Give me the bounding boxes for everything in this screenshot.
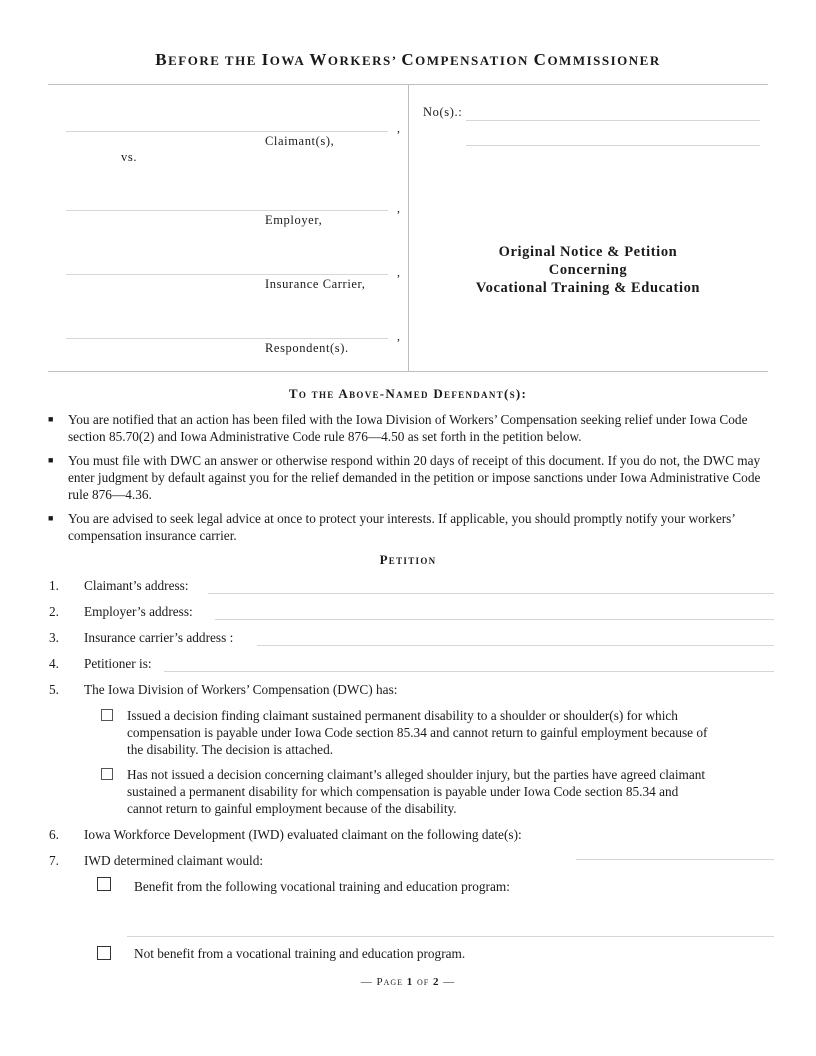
notice-bullet: ■ You are advised to seek legal advice at once to protect your interests. If applicable, you should promptly notify your workers’ compensation insurance carrier.	[48, 511, 735, 543]
iwd-evaluation-label: Iowa Workforce Development (IWD) evaluated claimant on the following date(s):	[84, 827, 522, 842]
case-number-line-1[interactable]	[466, 120, 760, 121]
carrier-address-line[interactable]	[257, 645, 774, 646]
not-benefit-checkbox[interactable]	[97, 946, 111, 960]
dwc-option-text: Issued a decision finding claimant sustained permanent disability to a shoulder or shoulder(s) for which compensation is payable under Iowa Code section 85.34 and cannot return to gainful employment because of the disability. The decision is attached.	[127, 708, 708, 757]
page-footer: — Page 1 of 2 —	[360, 976, 456, 988]
comma: ,	[397, 121, 400, 135]
bullet-icon: ■	[48, 455, 54, 465]
item-number: 5.	[49, 682, 59, 697]
notice-bullet: ■ You are notified that an action has been filed with the Iowa Division of Workers’ Compensation seeking relief under Iowa Code section 85.70(2) and Iowa Administrative Code rule 876—4.50 as set forth in the petition below.	[48, 412, 748, 444]
iwd-date-line[interactable]	[576, 859, 774, 860]
caption-bottom-rule	[48, 371, 768, 372]
item-number: 4.	[49, 656, 59, 671]
dwc-no-decision-checkbox[interactable]	[101, 768, 113, 780]
benefit-checkbox[interactable]	[97, 877, 111, 891]
program-line[interactable]	[127, 936, 774, 937]
item-number: 6.	[49, 827, 59, 842]
respondent-name-line[interactable]	[66, 338, 388, 339]
claimant-address-line[interactable]	[208, 593, 774, 594]
item-number: 7.	[49, 853, 59, 868]
petition-heading: Petition	[379, 552, 437, 567]
claimant-label: Claimant(s),	[265, 134, 335, 148]
employer-name-line[interactable]	[66, 210, 388, 211]
dwc-decision-checkbox[interactable]	[101, 709, 113, 721]
bullet-icon: ■	[48, 513, 54, 523]
dwc-option-text: Has not issued a decision concerning claimant’s alleged shoulder injury, but the parties have agreed claimant sustained a permanent disability for which compensation is payable under Iowa Code section 85.34 and cannot return to gainful employment because of the disability.	[127, 767, 706, 816]
item-number: 2.	[49, 604, 59, 619]
carrier-name-line[interactable]	[66, 274, 388, 275]
claimant-name-line[interactable]	[66, 131, 388, 132]
bullet-icon: ■	[48, 414, 54, 424]
employer-address-label: Employer’s address:	[84, 604, 193, 619]
petitioner-label: Petitioner is:	[84, 656, 152, 671]
comma: ,	[397, 201, 400, 215]
iwd-determination-label: IWD determined claimant would:	[84, 853, 264, 868]
benefit-option-text: Benefit from the following vocational training and education program:	[134, 879, 510, 894]
respondent-label: Respondent(s).	[265, 341, 349, 355]
item-number: 3.	[49, 630, 59, 645]
carrier-address-label: Insurance carrier’s address :	[84, 630, 234, 645]
notice-title: Original Notice & Petition Concerning Vocational Training & Education	[475, 244, 701, 296]
comma: ,	[397, 329, 400, 343]
petitioner-line[interactable]	[164, 671, 774, 672]
dwc-label: The Iowa Division of Workers’ Compensation (DWC) has:	[84, 682, 398, 697]
employer-address-line[interactable]	[215, 619, 774, 620]
item-number: 1.	[49, 578, 59, 593]
carrier-label: Insurance Carrier,	[265, 277, 366, 291]
defendants-heading: To the Above-Named Defendant(s):	[288, 386, 528, 401]
not-benefit-option-text: Not benefit from a vocational training and education program.	[134, 946, 466, 961]
comma: ,	[397, 265, 400, 279]
employer-label: Employer,	[265, 213, 323, 227]
claimant-address-label: Claimant’s address:	[84, 578, 189, 593]
page-title: BEFORE THE IOWA WORKERS’ COMPENSATION COMMISSIONER	[155, 50, 661, 69]
case-number-line-2[interactable]	[466, 145, 760, 146]
case-number-label: No(s).:	[423, 105, 463, 119]
notice-bullet: ■ You must file with DWC an answer or otherwise respond within 20 days of receipt of this document. If you do not, the DWC may enter judgment by default against you for the relief demanded in the petition or impose sanctions under Iowa Administrative Code rule 876—4.36.	[48, 453, 761, 502]
vs-label: vs.	[121, 150, 138, 164]
caption-divider	[408, 84, 409, 371]
